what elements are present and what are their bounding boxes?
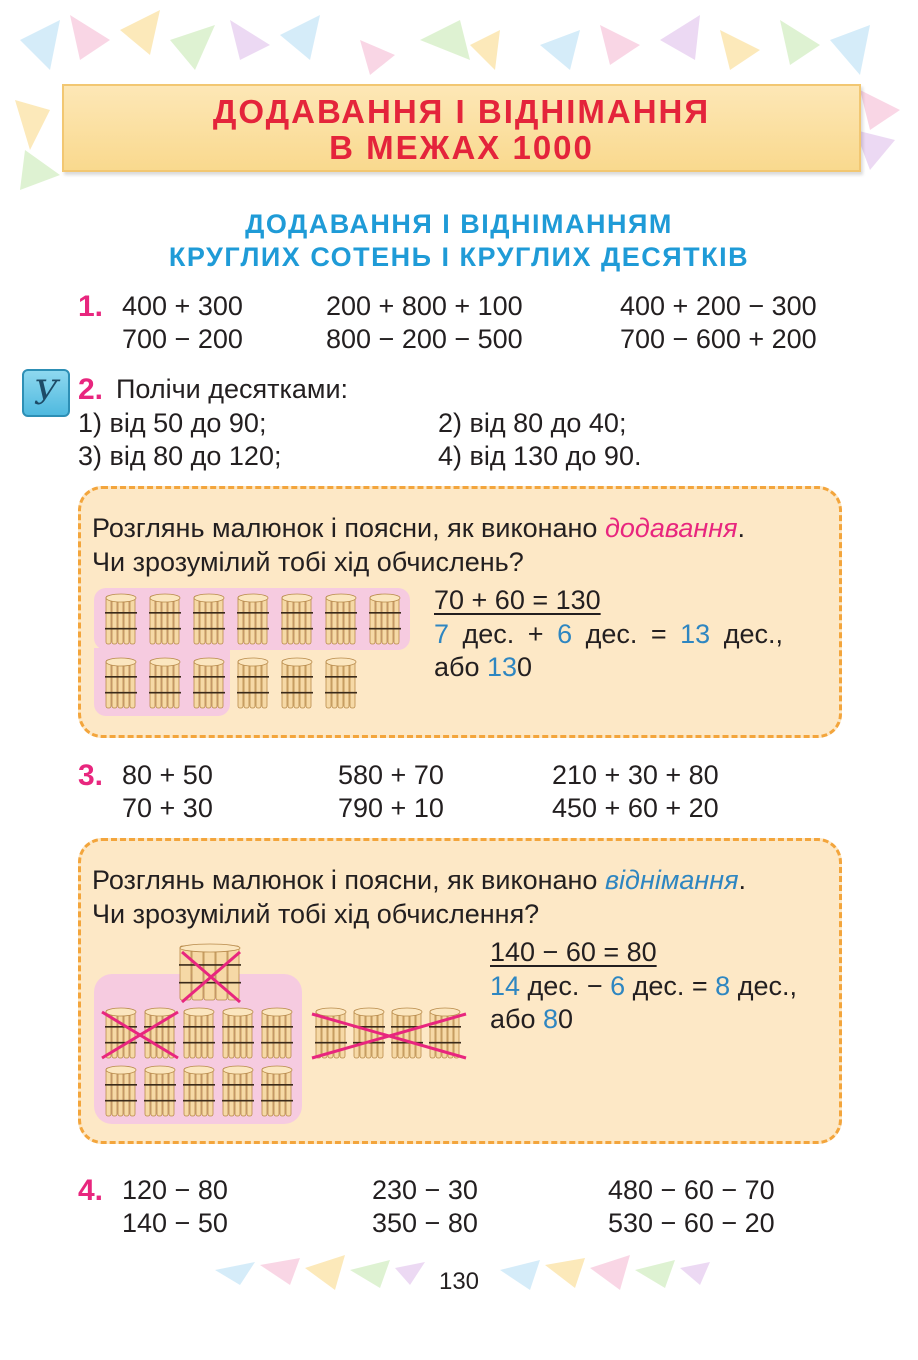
expression: 120 − 80 [122,1175,228,1205]
calc-number: 8 [543,1004,559,1034]
page-title-line1: ДОДАВАННЯ І ВІДНІМАННЯ [212,93,711,130]
calc-text: дес., [730,971,797,1001]
calc-text: або [490,1004,543,1034]
stick-bundle-icon [222,1066,254,1116]
instruction-keyword: віднімання [604,865,739,895]
calc-text: 0 [517,652,533,682]
stick-bundle-icon [105,1066,137,1116]
instruction-punct: . [738,865,747,895]
instruction-punct: . [737,513,746,543]
task-prompt: Полічи десятками: [116,374,349,404]
calc-number: 13 [487,652,518,682]
instruction-text: Розглянь малюнок і поясни, як виконано [92,513,605,543]
instruction-keyword: додавання [604,513,738,543]
calc-text: дес. = [572,619,681,649]
task-item: 1) від 50 до 90; [78,408,267,438]
expression: 700 − 600 + 200 [620,324,817,354]
subtraction-equation: 140 − 60 = 80 [490,937,657,967]
calc-text: 0 [558,1004,574,1034]
stick-bundle-icon [261,1008,293,1058]
page-title-line2: В МЕЖАХ 1000 [329,129,594,166]
oral-task-icon: У [22,369,70,417]
expression: 210 + 30 + 80 [552,760,719,790]
page-number: 130 [438,1268,480,1295]
stick-bundle-icon [144,1066,176,1116]
task-number: 3. [78,759,104,792]
task-number: 4. [78,1174,104,1207]
expression: 580 + 70 [338,760,444,790]
expression: 800 − 200 − 500 [326,324,523,354]
stick-bundle-icon [222,1008,254,1058]
expression: 350 − 80 [372,1208,478,1238]
addition-equation: 70 + 60 = 130 [434,585,601,615]
expression: 790 + 10 [338,793,444,823]
calc-text: дес. − [520,971,611,1001]
expression: 70 + 30 [122,793,213,823]
expression: 700 − 200 [122,324,243,354]
calc-number: 6 [610,971,626,1001]
stick-bundle-icon [179,944,241,1000]
section-title-line1: ДОДАВАННЯ І ВІДНІМАННЯМ [245,209,673,239]
calc-number: 8 [715,971,731,1001]
expression: 400 + 300 [122,291,243,321]
expression: 80 + 50 [122,760,213,790]
calc-text: дес. + [449,619,558,649]
task-item: 3) від 80 до 120; [78,441,282,471]
calc-number: 14 [490,971,521,1001]
expression: 450 + 60 + 20 [552,793,719,823]
section-title-line2: КРУГЛИХ СОТЕНЬ І КРУГЛИХ ДЕСЯТКІВ [168,242,750,272]
calc-number: 6 [557,619,573,649]
calc-number: 13 [680,619,711,649]
expression: 230 − 30 [372,1175,478,1205]
calc-text: дес., [710,619,783,649]
box-question: Чи зрозумілий тобі хід обчислення? [92,899,540,929]
expression: 400 + 200 − 300 [620,291,817,321]
task-number: 1. [78,290,104,323]
box-question: Чи зрозумілий тобі хід обчислень? [92,547,524,577]
stick-bundle-icon [183,1008,215,1058]
stick-bundle-icon [261,1066,293,1116]
expression: 480 − 60 − 70 [608,1175,775,1205]
task-item: 2) від 80 до 40; [438,408,627,438]
subtraction-calculation [490,970,797,1003]
expression: 530 − 60 − 20 [608,1208,775,1238]
expression: 140 − 50 [122,1208,228,1238]
stick-bundle-icon [183,1066,215,1116]
task-item: 4) від 130 до 90. [438,441,642,471]
subtraction-result [490,1003,573,1036]
expression: 200 + 800 + 100 [326,291,523,321]
calc-number: 7 [434,619,450,649]
calc-text: або [434,652,487,682]
task-number: 2. [78,373,104,406]
instruction-text: Розглянь малюнок і поясни, як виконано [92,865,605,895]
calc-text: дес. = [625,971,716,1001]
